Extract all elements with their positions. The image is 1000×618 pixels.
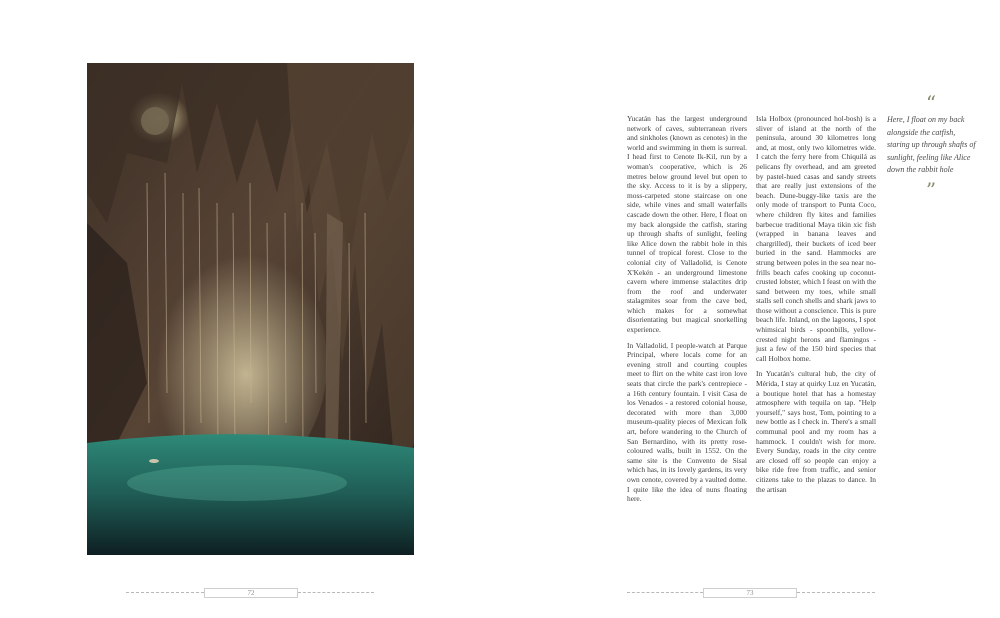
cenote-photo <box>87 63 414 555</box>
folio-right-rule-a <box>627 592 703 593</box>
open-quote-icon: “ <box>925 91 937 115</box>
column2-paragraph-1: Isla Holbox (pronounced hol-bosh) is a sliver of island at the north of the peninsula, around 30 kilometres long and, at most, only two kilometres wide. I catch the ferry here from Chiquilá as pelicans fly overhead, and am greeted by pastel-hued casas and sandy streets that are really just extensions of the beach. Dune-buggy-like taxis are the only mode of transport to Punta Coco, where children fly kites and families barbecue traditional Maya tikin xic fish (wrapped in banana leaves and chargrilled), their buckets of iced beer buried in the sand. Hammocks are strung between poles in the sea near no-frills beach cafes cooking up coconut-crusted lobster, which I feast on with the sand between my toes, while small stalls sell conch shells and shark jaws to those without a conscience. This is pure beach life. Inland, on the lagoons, I spot whimsical birds - spoonbills, yellow-crested night herons and flamingos - just a few of the 150 bird species that call Holbox home. <box>756 114 876 363</box>
column1-paragraph-2: In Valladolid, I people-watch at Parque Principal, where locals come for an evening stroll and courting couples meet to flirt on the white cast iron love seats that circle the park's centrepiece - a 16th century fountain. I visit Casa de los Venados - a restored colonial house, decorated with more than 3,000 museum-quality pieces of Mexican folk art, before wandering to the Church of San Bernardino, with its pretty rose-coloured walls, built in 1552. On the same site is the Convento de Sisal which has, in its lovely gardens, its very own cenote, covered by a vaulted dome. I quite like the idea of nuns floating here. <box>627 340 747 504</box>
article-column-2 <box>756 114 876 500</box>
folio-right <box>627 588 875 598</box>
page-number-left: 72 <box>204 588 298 598</box>
folio-left-rule-b <box>298 592 374 593</box>
folio-left-rule-a <box>126 592 204 593</box>
column1-paragraph-1: Yucatán has the largest underground network of caves, subterranean rivers and sinkholes (known as cenotes) in the world and swimming in them is surreal. I head first to Cenote Ik-Kil, run by a woman's cooperative, which is 26 metres below ground level but open to the sky. Access to it is by a slippery, moss-carpeted stone staircase on one side, while vines and small waterfalls cascade down the other. Here, I float on my back alongside the catfish, staring up through shafts of sunlight, feeling like Alice down the rabbit hole in this tunnel of tropical forest. Close to the colonial city of Valladolid, is Cenote X'Kekén - an underground limestone cavern where immense stalactites drip from the roof and underwater stalagmites soar from the cave bed, which makes for a somewhat disorientating but magical snorkelling experience. <box>627 114 747 335</box>
folio-right-rule-b <box>797 592 875 593</box>
page-number-right: 73 <box>703 588 797 598</box>
article-column-1 <box>627 114 747 510</box>
close-quote-icon: ” <box>925 177 937 202</box>
column2-paragraph-2: In Yucatán's cultural hub, the city of Mérida, I stay at quirky Luz en Yucatán, a boutique hotel that has a homestay atmosphere with tequila on tap. "Help yourself," says host, Tom, pointing to a new bottle as I check in. There's a small communal pool and my room has a hammock. I couldn't wish for more. Every Sunday, roads in the city centre are closed off so people can enjoy a bike ride free from traffic, and senior citizens take to the plazas to dance. In the artisan <box>756 369 876 494</box>
cenote-illustration <box>87 63 414 555</box>
folio-left <box>126 588 374 598</box>
pull-quote <box>887 91 979 202</box>
pull-quote-text: Here, I float on my back alongside the catfish, staring up through shafts of sunlight, feeling like Alice down the rabbit hole <box>887 115 976 175</box>
